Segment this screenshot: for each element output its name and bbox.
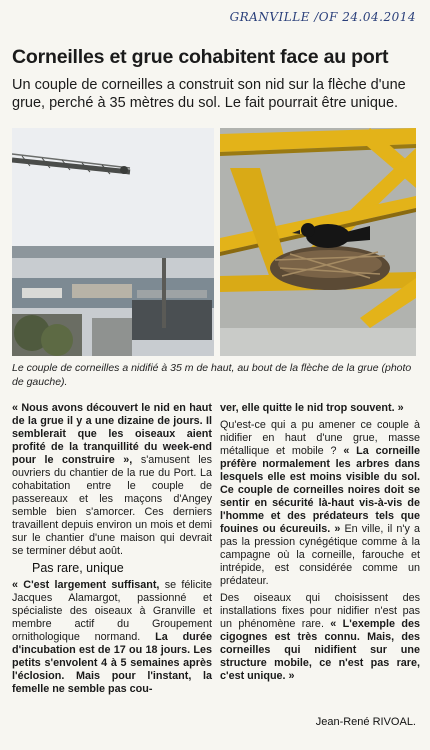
article-lead: Un couple de corneilles a construit son nid sur la flèche d'une grue, perché à 35 mètres du sol. Le fait pourrait être unique. [12,77,406,111]
paragraph [220,419,420,588]
paragraph [12,579,212,696]
quote-bold: « L'exemple des cigognes est très connu. Mais, des corneilles qui nidifient sur une structure mobile, ce n'est pas rare, c'est unique. » [220,618,420,682]
photo-crow-nest [220,128,416,356]
paragraph [12,402,212,558]
article-column-left [12,402,212,700]
date-stamp: GRANVILLE /OF 24.04.2014 [229,10,416,24]
text: Qu'est-ce qui a pu amener ce couple à nidifier en haut d'une grue, masse métallique et mobile ? [220,419,420,457]
article-column-right [220,402,420,687]
text: s'amusent les ouvriers du chantier de la rue du Port. La cohabitation entre le couple de passereaux et les maçons d'Angey semble bien s'amorcer. Ces derniers travaillent depuis environ un mois et demi sur le chantier d'une maison qui devrait se terminer début août. [12,454,212,557]
text: Des oiseaux qui choisissent des installations fixes pour nidifier n'est pas un phénomène rare. [220,592,420,630]
quote-bold: « Nous avons découvert le nid en haut de la grue il y a une dizaine de jours. Il semblerait que les oiseaux aient profité de la tranquillité du week-end pour le construire », [12,402,212,466]
text: En ville, il n'y a pas la pression cynégétique comme à la campagne où la corneille, farouche et intrépide, est considérée comme un prédateur. [220,523,420,587]
quote-bold: « La corneille préfère normalement les arbres dans lesquels elle est moins visible du sol. Ce couple de corneilles noires doit se sentir en sécurité là-haut vis-à-vis de l'homme et des prédateurs tels que fouines ou écureuils. » [220,445,421,535]
quote-bold: La durée d'incubation est de 17 ou 18 jours. Les petits s'envolent 4 à 5 semaines après l'éclosion. Mais pour l'instant, la femelle ne semble pas cou- [12,631,212,695]
quote-bold: ver, elle quitte le nid trop souvent. » [220,402,404,414]
paragraph [220,402,420,415]
article-headline: Corneilles et grue cohabitent face au port [12,46,389,68]
text: se félicite Jacques Alamargot, passionné et spécialiste des oiseaux à Granville et membre actif du Groupement ornithologique normand. [12,579,212,643]
photo-harbour-crane [12,128,214,356]
photo-caption: Le couple de corneilles a nidifié à 35 m de haut, au bout de la flèche de la grue (photo de gauche). [12,362,412,388]
author-signature: Jean-René RIVOAL. [315,716,416,728]
section-subhead: Pas rare, unique [32,561,124,575]
paragraph [220,592,420,683]
quote-bold: « C'est largement suffisant, [12,579,160,591]
